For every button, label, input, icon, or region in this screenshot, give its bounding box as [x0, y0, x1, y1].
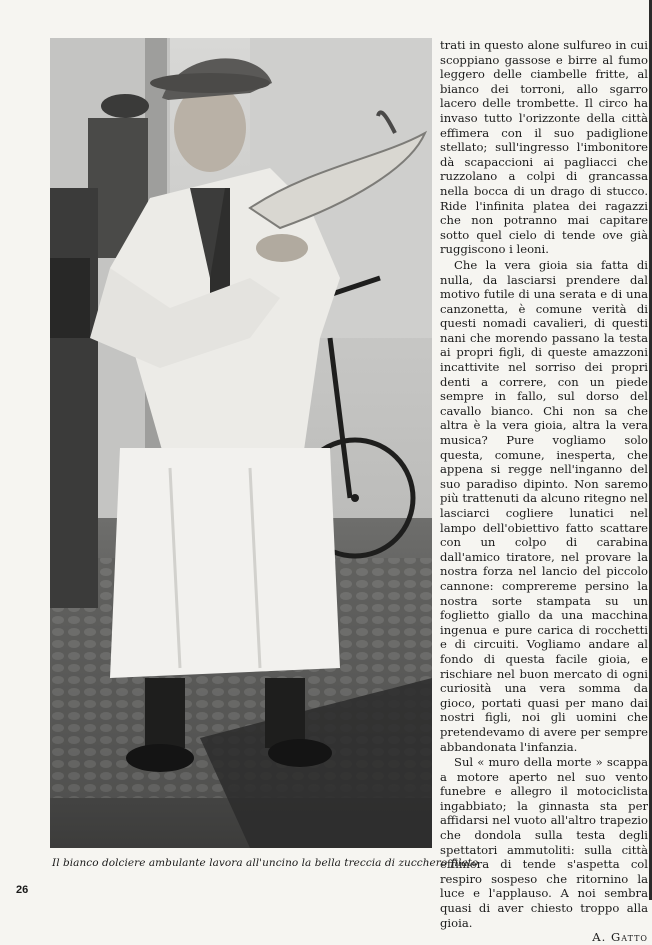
article-paragraph: Sul « muro della morte » scappa a motore aperto nel suo vento funebre e allegro il motociclista ingabbiato; la ginnasta sta per affidarsi nel vuoto all'altro trapezio che dondola sulla testa degli spettatori ammutoliti: sulla città effimera di tende s'aspetta col respiro sospeso che ritornino la luce e l'applauso. A noi sembra quasi di aver chiesto troppo alla gioia.: [440, 755, 648, 930]
author-name: A. Gatto: [592, 930, 648, 945]
photo-street-vendor: [50, 38, 432, 848]
street-vendor-photo-icon: [50, 38, 432, 848]
article-column: [440, 38, 648, 945]
page-number: 26: [16, 884, 29, 896]
article-paragraph: Che la vera gioia sia fatta di nulla, da lasciarsi prendere dal motivo futile di una serata e di una canzonetta, è comune verità di questi nomadi cavalieri, di questi nani che morendo passano la testa ai propri figli, di queste amazzoni incattivite nel sorriso dei propri denti a correre, con un piede sempre in fallo, sul dorso del cavallo bianco. Chi non sa che altra è la vera gioia, altra la vera musica? Pure vogliamo solo questa, comune, inesperta, che appena si regge nell'inganno del suo paradiso dipinto. Non saremo più trattenuti da alcuno ritegno nel lasciarci cogliere lunatici nel lampo dell'obiettivo fatto scattare con un colpo di carabina dall'amico tiratore, nel provare la nostra forza nel lancio del piccolo cannone: comprereme persino la nostra sorte stampata su un foglietto giallo da una macchina ingenua e pure carica di rocchetti e di circuiti. Vogliamo andare al fondo di questa facile gioia, e rischiare nel buon mercato di ogni curiosità una vera somma da gioco, portati quasi per mano dai nostri figli, noi gli uomini che pretendevamo di avere per sempre abbandonata l'infanzia.: [440, 257, 648, 754]
article-paragraph: trati in questo alone sulfureo in cui scoppiano gassose e birre al fumo leggero delle ciambelle fritte, al bianco dei torroni, allo sgarro lacero delle trombette. Il circo ha invaso tutto l'orizzonte della città effimera con il suo padiglione stellato; sull'ingresso l'imbonitore dà scapaccioni ai pagliacci che ruzzolano a colpi di grancassa nella bocca di un drago di stucco. Ride l'infinita platea dei ragazzi che non potranno mai capitare sotto quel cielo di tende ove già ruggiscono i leoni.: [440, 38, 648, 257]
author-signature: [440, 930, 648, 945]
photo-caption: Il bianco dolciere ambulante lavora all'uncino la bella treccia di zucchero filato: [52, 857, 479, 869]
